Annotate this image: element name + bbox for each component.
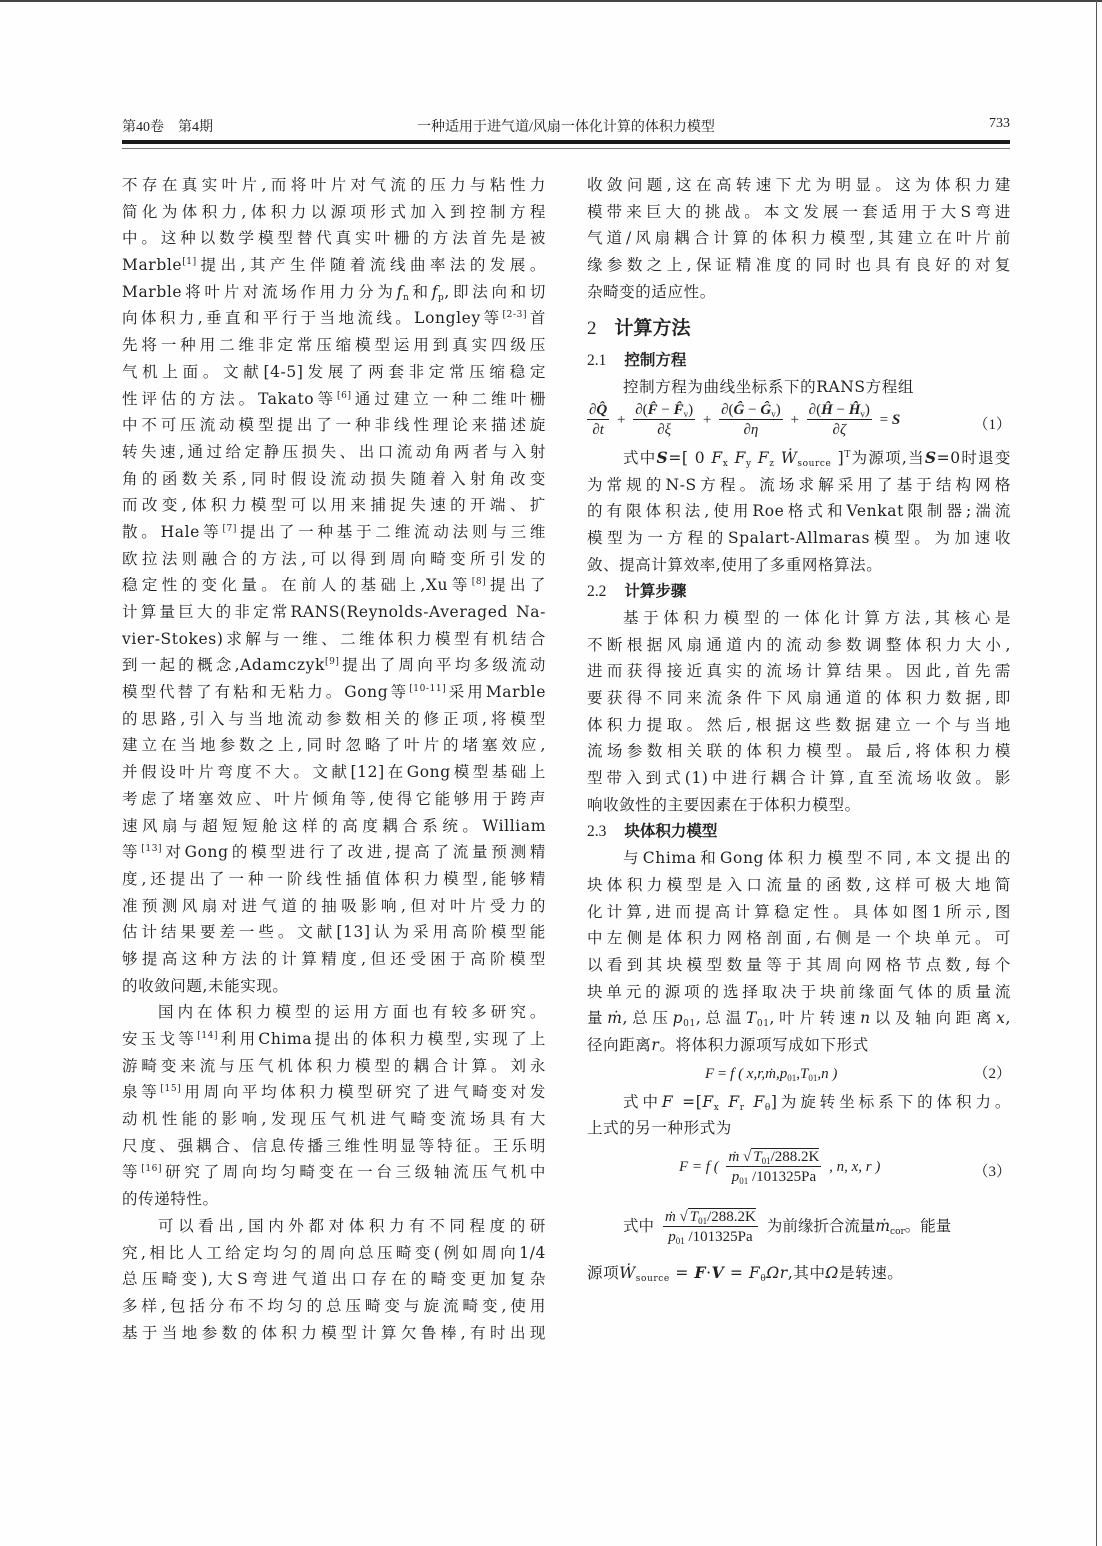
page-top-border xyxy=(0,0,1102,2)
text-line: 模型为一方程的Spalart-Allmaras模型。为加速收 xyxy=(587,528,1011,547)
eq1-equals: = xyxy=(879,411,889,428)
text-run: =0时退变 xyxy=(936,448,1012,467)
subsection-heading-2-2 xyxy=(587,578,1011,605)
text-run: 对Gong的模型进行了改进,提高了流量预测精 xyxy=(162,843,546,862)
text-run xyxy=(745,1093,754,1111)
text-line: 杂畸变的适应性。 xyxy=(587,282,716,301)
eq2-f: ,n ) xyxy=(817,1065,838,1082)
math-symbol: F xyxy=(748,1264,761,1282)
text-line: 简化为体积力,体积力以源项形式加入到控制方程 xyxy=(122,202,546,221)
math-bold: S xyxy=(656,447,669,467)
text-line: 动机性能的影响,发现压气机进气畸变流场具有大 xyxy=(122,1110,546,1129)
text-run: 为源项,当 xyxy=(850,448,925,467)
citation: [2-3] xyxy=(502,310,528,321)
right-column xyxy=(587,172,1011,1287)
text-line: 收敛问题,这在高转速下尤为明显。这为体积力建 xyxy=(587,176,1011,194)
header-rule-thin xyxy=(122,148,1010,149)
text-run: =[ 0 xyxy=(668,448,712,467)
text-run: 性评估的方法。Takato等 xyxy=(122,389,338,408)
eq1-t3-e: ) xyxy=(775,401,781,418)
text-line: 考虑了堵塞效应、叶片倾角等,使得它能够用于跨声 xyxy=(122,789,546,808)
text-run: ] xyxy=(831,448,845,467)
eq2-expr xyxy=(705,1059,837,1089)
text-run: 提出,其产生伴随着流线曲率法的发展。 xyxy=(196,256,546,275)
eq1-t3-sub: v xyxy=(771,408,776,419)
eq1-t2-a: ∂( xyxy=(635,401,648,418)
section-title: 计算方法 xyxy=(614,317,691,340)
text-line xyxy=(587,1089,1011,1116)
text-line xyxy=(122,839,546,866)
text-line-with-fraction xyxy=(587,1198,1011,1254)
page-number: 733 xyxy=(989,116,1010,131)
eq2-d: ( x,r,ṁ,p xyxy=(734,1065,788,1082)
mcor: ṁ xyxy=(875,1217,891,1235)
paragraph xyxy=(587,172,1011,305)
subscript: x xyxy=(722,458,729,469)
math-symbol: F xyxy=(734,448,747,467)
frac-den-b: /101325Pa xyxy=(684,1228,753,1245)
text-run: 以及轴向距离 xyxy=(870,1009,997,1028)
text-run: 式中 xyxy=(623,1092,662,1111)
paragraph xyxy=(122,172,546,999)
text-run: 采用Marble xyxy=(446,683,546,702)
eq3-rest: , n, x, r ) xyxy=(829,1159,881,1175)
text-line: 准预测风扇对进气道的抽吸影响,但对叶片受力的 xyxy=(122,896,546,915)
equation-number: （1） xyxy=(973,416,1011,433)
text-line: 角的函数关系,同时假设流动损失随着入射角改变 xyxy=(122,469,546,488)
eq1-plus: + xyxy=(790,411,799,428)
text-run: 利用Chima提出的体积力模型,实现了上 xyxy=(218,1030,546,1048)
eq3-num-c: /288.2K xyxy=(770,1149,820,1165)
text-line: 计算量巨大的非定常RANS(Reynolds-Averaged Na- xyxy=(122,603,546,621)
subscript: n xyxy=(402,292,410,303)
eq1-plus: + xyxy=(617,411,626,428)
eq3-den-a: p xyxy=(731,1169,740,1185)
text-run: 泉等 xyxy=(122,1083,161,1102)
text-line: 上式的另一种形式为 xyxy=(587,1119,732,1138)
text-line xyxy=(122,252,546,279)
text-line: 模带来巨大的挑战。本文发展一套适用于大S弯进 xyxy=(587,202,1011,221)
text-line: 的收敛问题,未能实现。 xyxy=(122,976,289,995)
text-run: 到一起的概念,Adamczyk xyxy=(122,656,325,675)
eq1-t3-b: Ĝ xyxy=(733,401,745,418)
math-symbol: F xyxy=(702,1092,714,1111)
equation-1 xyxy=(587,401,1011,445)
text-run: ,总温 xyxy=(695,1009,746,1028)
frac-num-c: /288.2K xyxy=(707,1208,756,1225)
text-line: 的思路,引入与当地流动参数相关的修正项,将模型 xyxy=(122,709,546,728)
text-run: ]为旋转坐标系下的体积力。 xyxy=(770,1092,1012,1111)
eq2-c: f xyxy=(730,1065,735,1082)
text-run: 提出了一种基于二维流动法则与三维 xyxy=(237,522,546,541)
text-run xyxy=(719,1093,728,1111)
eq3-num-b: T xyxy=(753,1149,762,1165)
eq2-b: = xyxy=(714,1065,731,1082)
subsection-number: 2.2 xyxy=(587,583,607,601)
eq1-term-time xyxy=(587,401,609,440)
text-line: 欧拉法则融合的方法,可以得到周向畸变所引发的 xyxy=(122,549,546,568)
citation: [8] xyxy=(471,577,487,588)
section-heading-2 xyxy=(587,305,1011,347)
citation: [7] xyxy=(222,523,237,534)
text-line: 究,相比人工给定均匀的周向总压畸变(例如周向1/4 xyxy=(122,1243,546,1262)
text-line: 基于当地参数的体积力模型计算欠鲁棒,有时出现 xyxy=(122,1323,546,1342)
subscript: x xyxy=(713,1102,720,1113)
eq3-lhs: F = f ( xyxy=(679,1159,719,1175)
equation-number: （2） xyxy=(973,1065,1011,1082)
text-line: 体积力提取。然后,根据这些数据建立一个与当地 xyxy=(587,715,1011,734)
math-symbol: r xyxy=(651,1035,660,1054)
text-run: 模型代替了有粘和无粘力。Gong等 xyxy=(122,683,410,702)
text-post: 为前缘折合流量 xyxy=(766,1217,876,1235)
eq1-t2-e: ) xyxy=(688,401,694,418)
text-line xyxy=(122,1079,546,1106)
text-line: 总压畸变),大S弯进气道出口存在的畸变更加复杂 xyxy=(122,1270,546,1289)
math-symbol: ṁ xyxy=(607,1009,623,1028)
text-line xyxy=(587,1260,1011,1287)
math-symbol: n xyxy=(860,1009,871,1028)
paragraph xyxy=(122,1213,546,1346)
equation-number: （3） xyxy=(973,1164,1011,1180)
text-run: 式中 xyxy=(623,448,657,467)
text-line: 尺度、强耦合、信息传播三维性明显等特征。王乐明 xyxy=(122,1136,546,1155)
text-run: , xyxy=(1005,1009,1011,1028)
eq1-t4-a: ∂( xyxy=(808,401,822,418)
corrected-flow-fraction: $\frac{ṁ √ T_{01}/288.2K}{p_{01} /101325Pa}$ xyxy=(664,1208,756,1246)
text-line: 为常规的N-S方程。流场求解采用了基于结构网格 xyxy=(587,475,1011,494)
text-line: 气道/风扇耦合计算的体积力模型,其建立在叶片前 xyxy=(587,229,1011,248)
text-line: 块单元的源项的选择取决于块前缘面气体的质量流 xyxy=(587,982,1011,1001)
eq1-term-zeta xyxy=(807,401,872,440)
text-post2: 。能量 xyxy=(904,1217,952,1235)
eq1-t4-e: ) xyxy=(864,401,870,418)
text-line: 不断根据风扇通道内的流动参数调整体积力大小, xyxy=(587,635,1011,654)
text-line: 不存在真实叶片,而将叶片对气流的压力与粘性力 xyxy=(122,176,546,194)
text-line: 流场参数相关联的体积力模型。最后,将体积力模 xyxy=(587,742,1011,761)
text-line: 气机上面。文献[4-5]发展了两套非定常压缩稳定 xyxy=(122,362,546,381)
text-line: vier-Stokes)求解与一维、二维体积力模型有机结合 xyxy=(122,629,546,648)
text-line: 游畸变来流与压气机体积力模型的耦合计算。刘永 xyxy=(122,1056,546,1075)
text-line: 多样,包括分布不均匀的总压畸变与旋流畸变,使用 xyxy=(122,1296,546,1315)
math-bold: V xyxy=(711,1263,725,1282)
text-run: 提出了周向平均多级流动 xyxy=(339,656,546,675)
subscript: y xyxy=(746,458,752,469)
equation-3 xyxy=(587,1142,1011,1198)
text-run: =[ xyxy=(673,1092,703,1111)
text-run: ,即法向和切 xyxy=(444,282,546,301)
subsection-title: 计算步骤 xyxy=(624,582,687,601)
citation: [16] xyxy=(141,1164,163,1175)
subscript: θ xyxy=(764,1102,771,1113)
text-run: ,叶片转速 xyxy=(769,1009,861,1028)
math-symbol: F xyxy=(753,1092,765,1111)
text-line xyxy=(122,652,546,679)
eq1-t2-d: F̂ xyxy=(673,401,684,418)
text-line: 国内在体积力模型的运用方面也有较多研究。 xyxy=(158,1003,546,1022)
text-line xyxy=(122,572,546,599)
text-line: 进而获得接近真实的流场计算结果。因此,首先需 xyxy=(587,662,1011,681)
text-line: 中不可压流动模型提出了一种非线性理论来描述旋 xyxy=(122,416,546,435)
eq3-expr xyxy=(679,1148,880,1187)
text-line: 与Chima和Gong体积力模型不同,本文提出的 xyxy=(623,849,1011,868)
text-run: 安玉戈等 xyxy=(122,1030,198,1048)
citation: [6] xyxy=(337,390,352,401)
math-bold: F xyxy=(694,1263,707,1282)
text-line: 中。这种以数学模型替代真实叶栅的方法首先是被 xyxy=(122,229,546,248)
subsection-number: 2.1 xyxy=(587,352,607,370)
math-symbol: f xyxy=(431,282,439,301)
text-line: 的传递特性。 xyxy=(122,1190,219,1209)
text-line xyxy=(122,1026,546,1053)
text-line xyxy=(122,679,546,706)
eq1-term-xi xyxy=(633,401,695,440)
eq1-rhs: S xyxy=(891,411,901,428)
text-line xyxy=(122,279,546,306)
eq1-t3-c: − xyxy=(744,401,761,418)
text-run: ,其中 xyxy=(787,1264,826,1282)
section-number: 2 xyxy=(587,318,597,340)
text-line: 的有限体积法,使用Roe格式和Venkat限制器;湍流 xyxy=(587,502,1011,521)
frac-den-a: p xyxy=(668,1228,676,1245)
eq1-t3-a: ∂( xyxy=(721,401,734,418)
frac-num-sub: 01 xyxy=(698,1215,708,1226)
eq3-den-b: /101325Pa xyxy=(748,1169,817,1185)
text-run: 等 xyxy=(122,1163,142,1182)
eq1-t3-den: ∂η xyxy=(743,421,759,438)
text-line xyxy=(122,1159,546,1186)
text-run: 等 xyxy=(122,843,142,862)
eq1-t4-c: − xyxy=(832,401,849,418)
page-right-border xyxy=(1096,0,1097,1546)
eq2-e: ,T xyxy=(796,1065,809,1082)
text-run: 径向距离 xyxy=(587,1035,652,1054)
subscript: r xyxy=(739,1102,745,1113)
text-run: 散。Hale等 xyxy=(122,522,223,541)
eq1-t2-b: F̂ xyxy=(647,401,658,418)
eq1-t2-den: ∂ξ xyxy=(657,421,672,438)
running-header xyxy=(122,116,1010,138)
text-run: 。将体积力源项写成如下形式 xyxy=(659,1035,869,1054)
text-run: 量 xyxy=(587,1009,608,1028)
text-run: · xyxy=(706,1264,712,1282)
text-line: 中左侧是体积力网格剖面,右侧是一个块单元。可 xyxy=(587,929,1011,948)
citation: [14] xyxy=(197,1031,219,1041)
text-line: 型带入到式(1)中进行耦合计算,直至流场收敛。影 xyxy=(587,769,1011,788)
text-line xyxy=(122,305,546,332)
subscript: source xyxy=(797,458,832,469)
math-symbol: F xyxy=(728,1092,740,1111)
frac-num-a: ṁ xyxy=(664,1208,676,1225)
math-symbol: F xyxy=(661,1092,674,1111)
text-line: 建立在当地参数之上,同时忽略了叶片的堵塞效应, xyxy=(122,736,546,755)
math-symbol: x xyxy=(996,1009,1006,1028)
text-run: 和 xyxy=(409,282,432,301)
subscript: source xyxy=(635,1274,670,1284)
text-line xyxy=(122,386,546,413)
text-run: 首 xyxy=(527,309,546,328)
text-line: 并假设叶片弯度不大。文献[12]在Gong模型基础上 xyxy=(122,763,546,782)
subsection-title: 控制方程 xyxy=(624,351,687,370)
citation: [10-11] xyxy=(409,684,447,695)
eq2-sub2: 01 xyxy=(808,1072,818,1083)
eq1-plus: + xyxy=(702,411,712,428)
math-symbol: Ω xyxy=(825,1264,839,1282)
math-symbol: F xyxy=(757,448,770,467)
subsection-title: 块体积力模型 xyxy=(624,822,718,841)
text-line: 基于体积力模型的一体化计算方法,其核心是 xyxy=(623,608,1011,627)
text-run: 提出了 xyxy=(486,576,546,595)
subscript: p xyxy=(438,292,445,303)
text-line: 可以看出,国内外都对体积力有不同程度的研 xyxy=(158,1216,546,1235)
subscript: 01 xyxy=(683,1019,696,1030)
paragraph xyxy=(122,999,546,1213)
eq2-a: F xyxy=(705,1065,715,1082)
text-run: = xyxy=(724,1264,749,1282)
citation: [13] xyxy=(141,844,163,855)
frac-den-sub: 01 xyxy=(675,1235,685,1246)
eq1-t1-den: ∂t xyxy=(592,421,604,438)
math-symbol: f xyxy=(396,282,403,301)
text-line: 估计结果要差一些。文献[13]认为采用高阶模型能 xyxy=(122,923,546,942)
text-line xyxy=(122,519,546,546)
text-run: 用周向平均体积力模型研究了进气畸变对发 xyxy=(181,1083,547,1102)
math-symbol: T xyxy=(745,1009,757,1028)
eq1-t2-sub: v xyxy=(683,408,689,419)
eq1-t4-sub: v xyxy=(860,408,865,419)
paragraph xyxy=(587,472,1011,579)
text-line xyxy=(587,1032,1011,1059)
eq1-t4-den: ∂ζ xyxy=(832,421,847,438)
text-run: 研究了周向均匀畸变在一台三级轴流压气机中 xyxy=(162,1163,546,1182)
subscript: 01 xyxy=(756,1019,770,1030)
paragraph xyxy=(587,605,1011,819)
text-line: 控制方程为曲线坐标系下的RANS方程组 xyxy=(623,378,914,397)
subsection-number: 2.3 xyxy=(587,823,607,841)
text-line: 度,还提出了一种一阶线性插值体积力模型,能够精 xyxy=(122,869,546,888)
citation: T xyxy=(844,449,851,460)
math-symbol: Ẇ xyxy=(780,448,798,467)
text-line: 先将一种用二维非定常压缩模型运用到真实四级压 xyxy=(122,336,546,355)
text-run: Marble xyxy=(122,256,183,275)
text-run: 稳定性的变化量。在前人的基础上,Xu等 xyxy=(122,576,472,595)
text-line xyxy=(587,1005,1011,1032)
text-line: 速风扇与超短短舱这样的高度耦合系统。William xyxy=(122,816,546,835)
math-bold: S xyxy=(924,447,937,467)
citation: [15] xyxy=(160,1084,182,1095)
text-line: 块体积力模型是入口流量的函数,这样可极大地简 xyxy=(587,875,1011,894)
equation-2 xyxy=(587,1059,1011,1089)
subsection-heading-2-1 xyxy=(587,347,1011,374)
text-run: ,总压 xyxy=(622,1009,673,1028)
text-line xyxy=(587,445,1011,472)
subscript: z xyxy=(769,458,775,469)
text-line: 够提高这种方法的计算精度,但还受困于高阶模型 xyxy=(122,949,546,968)
math-symbol: p xyxy=(672,1009,684,1028)
citation: [9] xyxy=(324,657,340,668)
paragraph xyxy=(587,845,1011,1005)
text-line: 化计算,进而提高计算稳定性。具体如图1所示,图 xyxy=(587,902,1011,921)
text-line: 以看到其块模型数量等于其周向网格节点数,每个 xyxy=(587,955,1011,974)
text-run: 源项 xyxy=(587,1264,620,1282)
eq2-sub1: 01 xyxy=(787,1072,797,1083)
eq1-t4-b: Ĥ xyxy=(821,401,833,418)
left-column xyxy=(122,172,546,1346)
math-symbol: Ωr xyxy=(766,1264,788,1282)
text-run: 是转速。 xyxy=(839,1264,904,1282)
volume-issue: 第40卷 第4期 xyxy=(122,120,213,135)
text-run: 向体积力,垂直和平行于当地流线。Longley等 xyxy=(122,309,503,328)
eq3-fraction: $\frac{ṁ √ T_{01}/288.2K}{p_{01} /101325Pa}$ xyxy=(728,1149,820,1186)
eq1-t3-d: Ĝ xyxy=(760,401,772,418)
text-run: = xyxy=(669,1264,695,1282)
eq3-num-sub: 01 xyxy=(761,1156,771,1166)
text-line: 响收敛性的主要因素在于体积力模型。 xyxy=(587,795,861,814)
math-symbol: Ẇ xyxy=(619,1264,636,1282)
text-run: Marble将叶片对流场作用力分为 xyxy=(122,282,397,301)
text-pre: 式中 xyxy=(623,1217,655,1235)
running-title: 一种适用于进气道/风扇一体化计算的体积力模型 xyxy=(417,120,715,135)
text-line: 而改变,体积力模型可以用来捕捉失速的开端、扩 xyxy=(122,496,546,515)
eq1-term-eta xyxy=(719,401,783,440)
math-symbol: F xyxy=(711,448,723,467)
eq3-num-a: ṁ xyxy=(728,1149,740,1165)
eq1-t1-num: ∂Q̂ xyxy=(589,401,608,418)
eq3-den-sub: 01 xyxy=(739,1176,749,1186)
header-rule-thick xyxy=(122,140,1010,144)
citation: [1] xyxy=(182,257,197,268)
text-line: 敛、提高计算效率,使用了多重网格算法。 xyxy=(587,555,883,574)
text-line: 要获得不同来流条件下风扇通道的体积力数据,即 xyxy=(587,689,1011,707)
eq1-t2-c: − xyxy=(657,401,674,418)
mcor-sub: cor xyxy=(890,1227,905,1237)
text-run: 通过建立一种二维叶栅 xyxy=(351,389,546,408)
eq1-t4-d: Ĥ xyxy=(848,401,861,418)
text-line: 缘参数之上,保证精准度的同时也具有良好的对复 xyxy=(587,256,1011,275)
subscript: θ xyxy=(760,1274,767,1284)
text-line: 转失速,通过给定静压损失、出口流动角两者与入射 xyxy=(122,442,546,461)
subsection-heading-2-3 xyxy=(587,818,1011,845)
frac-num-b: T xyxy=(689,1208,699,1225)
